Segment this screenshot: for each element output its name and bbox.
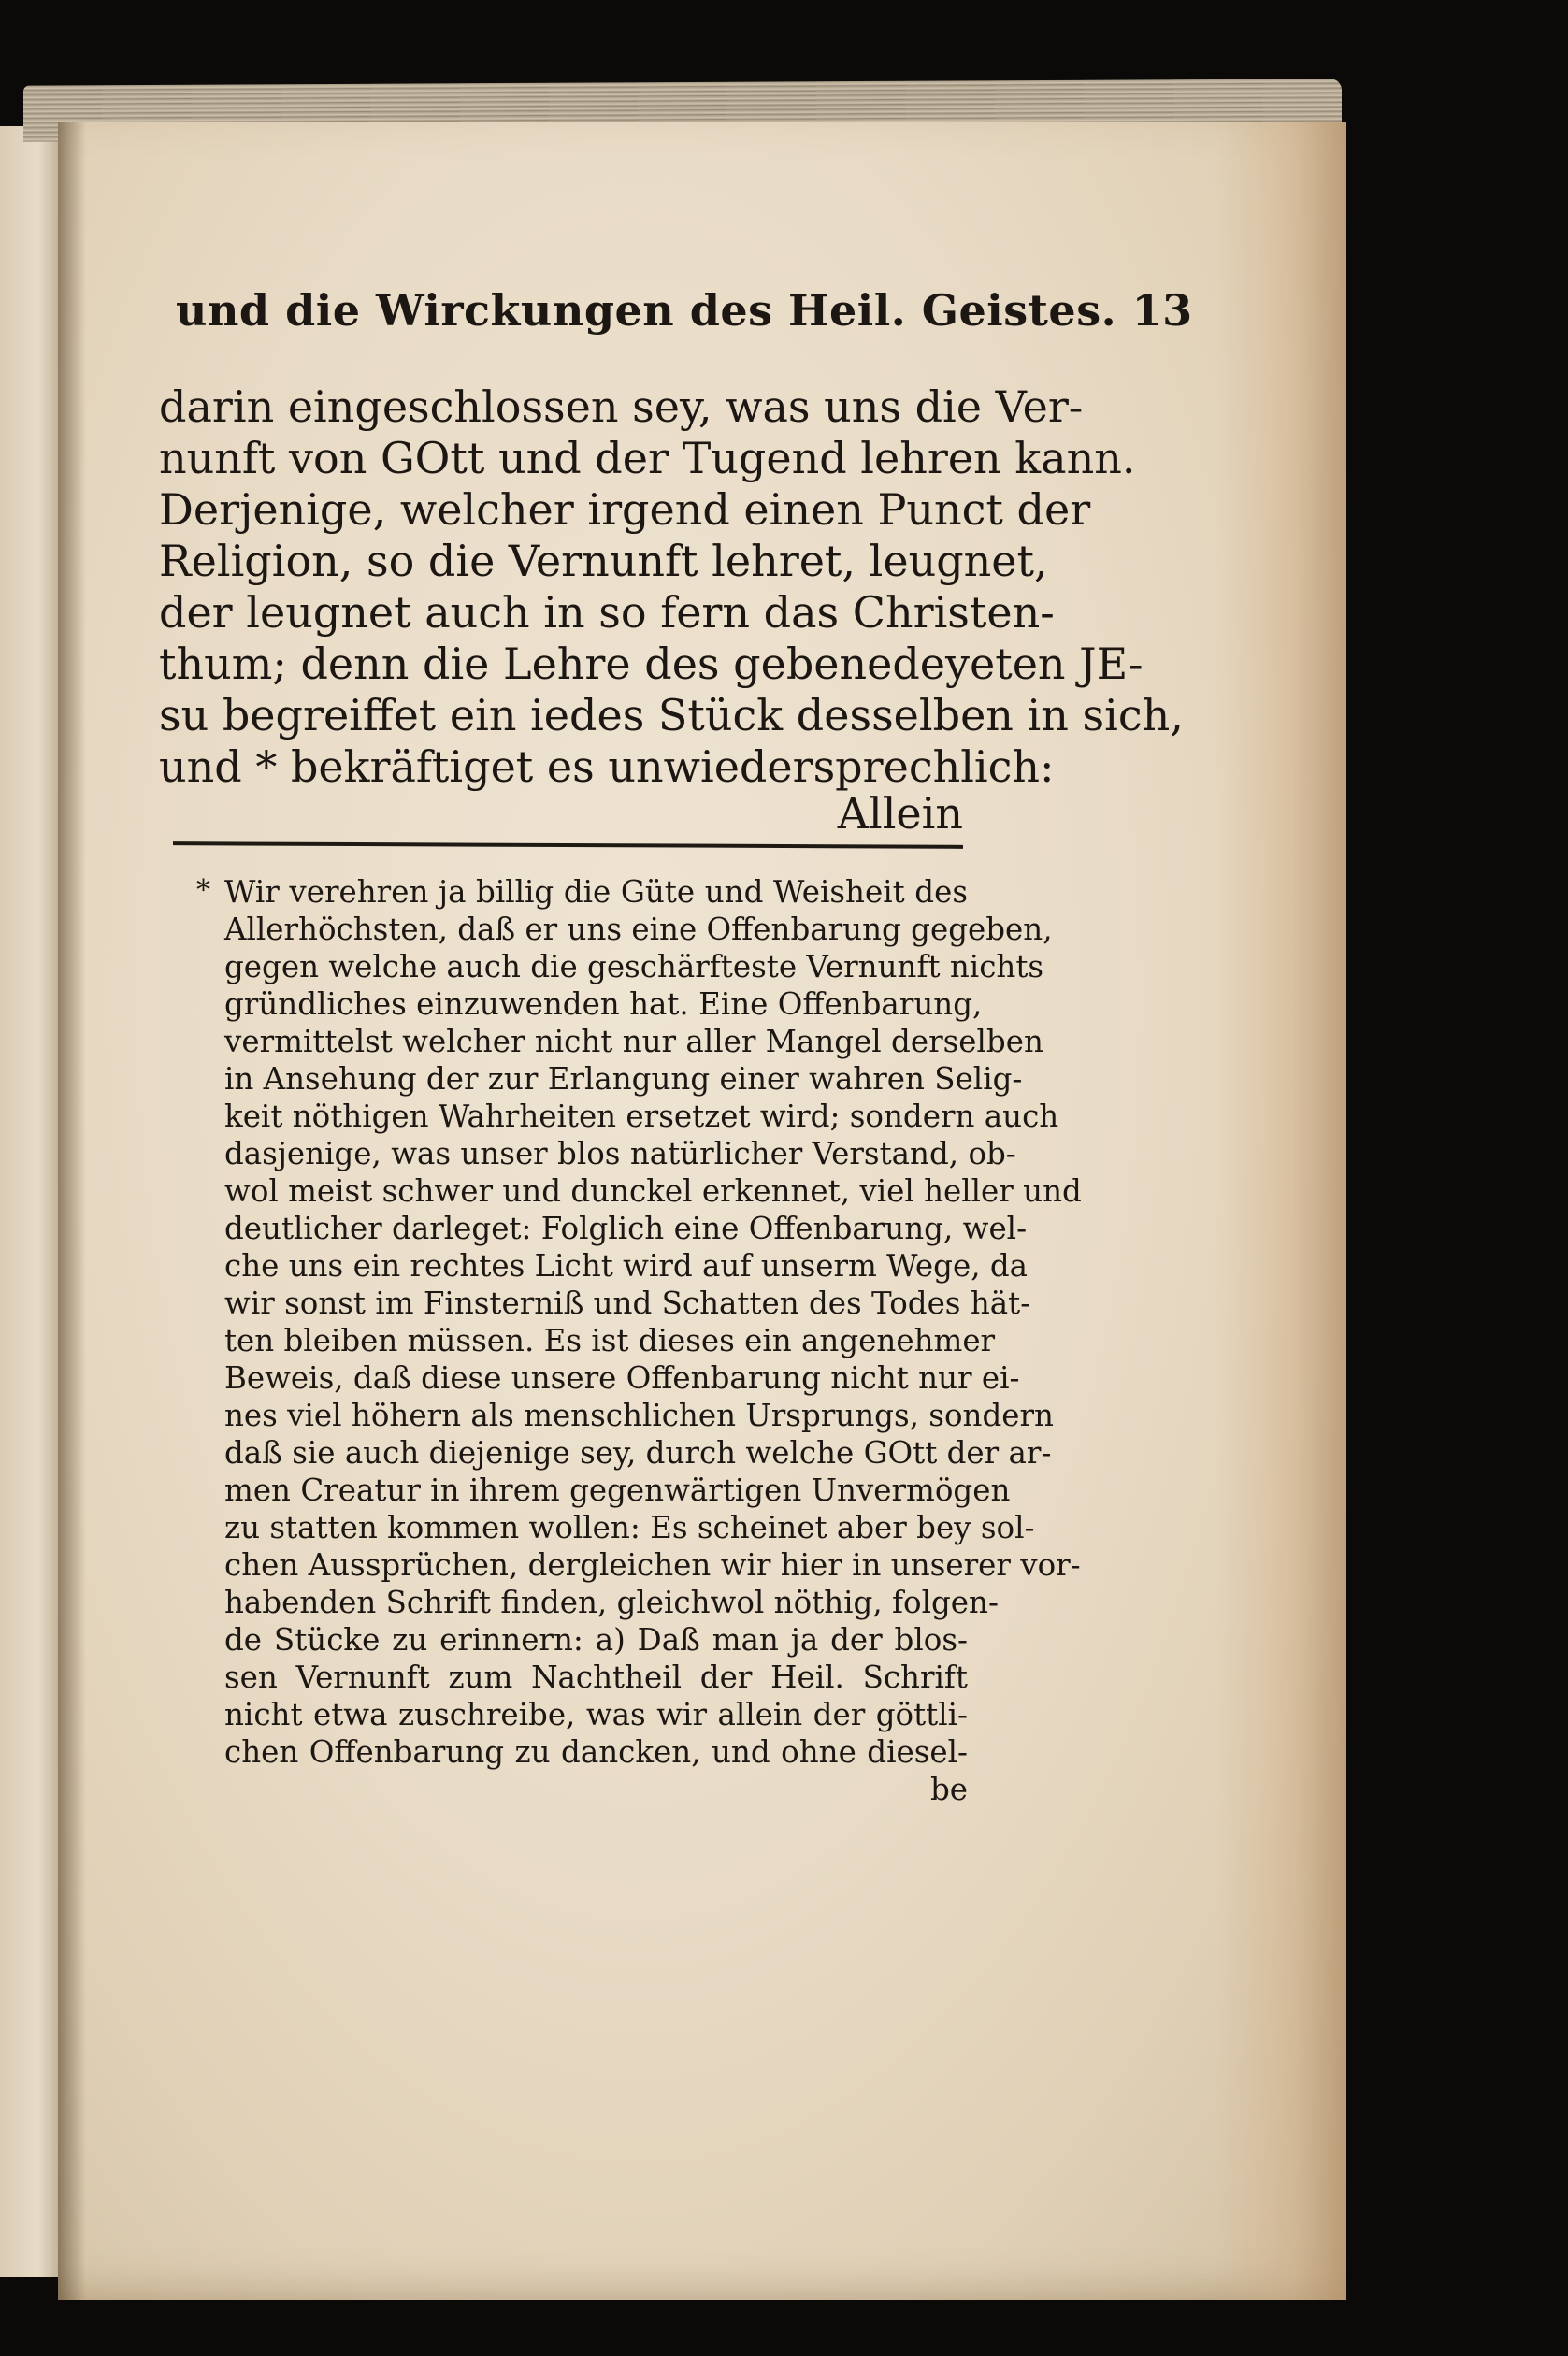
body-line: nunft von GOtt und der Tugend lehren kann. (159, 433, 1136, 483)
footnote-line: vermittelst welcher nicht nur aller Mangel derselben (224, 1024, 1043, 1059)
footnote-marker: * (196, 874, 210, 907)
footnote-line: gründliches einzuwenden hat. Eine Offenbarung, (224, 986, 983, 1022)
footnote-line: Wir verehren ja billig die Güte und Weisheit des (224, 874, 968, 910)
page-stain-edge (1216, 122, 1346, 2300)
footnote-line: daß sie auch diejenige sey, durch welche GOtt der ar- (224, 1435, 1052, 1471)
footnote-line: nicht etwa zuschreibe, was wir allein der göttli- (224, 1697, 968, 1732)
body-line: und * bekräftiget es unwiedersprechlich: (159, 741, 1055, 792)
footnote-line: che uns ein rechtes Licht wird auf unserm Wege, da (224, 1248, 1029, 1284)
footnote-line: Allerhöchsten, daß er uns eine Offenbarung gegeben, (224, 912, 1053, 947)
body-line: darin eingeschlossen sey, was uns die Ver- (159, 381, 1084, 432)
page-gutter-shadow (58, 122, 86, 2300)
body-line: su begreiffet ein iedes Stück desselben in sich, (159, 690, 1184, 740)
body-line: Derjenige, welcher irgend einen Punct der (159, 484, 1091, 535)
footnote-line: keit nöthigen Wahrheiten ersetzet wird; sondern auch (224, 1099, 1059, 1134)
footnote-line: dasjenige, was unser blos natürlicher Verstand, ob- (224, 1136, 1016, 1171)
footnote-line: de Stücke zu erinnern: a) Daß man ja der blos- (224, 1622, 968, 1658)
footnote-line: wol meist schwer und dunckel erkennet, viel heller und (224, 1173, 1082, 1209)
footnote-line: wir sonst im Finsterniß und Schatten des Todes hät- (224, 1286, 1031, 1321)
footnote-catchword: be (929, 1772, 968, 1807)
footnote-line: deutlicher darleget: Folglich eine Offenbarung, wel- (224, 1211, 1028, 1246)
footnote-line: ten bleiben müssen. Es ist dieses ein angenehmer (224, 1323, 996, 1358)
footnote-line: men Creatur in ihrem gegenwärtigen Unvermögen (224, 1472, 1011, 1508)
footnote-line: chen Offenbarung zu dancken, und ohne diesel- (224, 1734, 968, 1770)
footnote-line: habenden Schrift finden, gleichwol nöthig, folgen- (224, 1585, 999, 1620)
footnote-line: chen Aussprüchen, dergleichen wir hier in unserer vor- (224, 1547, 1081, 1583)
footnote-line: Beweis, daß diese unsere Offenbarung nicht nur ei- (224, 1360, 1020, 1396)
running-head: und die Wirckungen des Heil. Geistes. 13 (176, 285, 1193, 336)
previous-page-edge (0, 126, 64, 2277)
body-line: thum; denn die Lehre des gebenedeyeten JE- (159, 639, 1144, 689)
footnote-line: sen Vernunft zum Nachtheil der Heil. Schrift (224, 1659, 968, 1695)
body-line: der leugnet auch in so fern das Christen- (159, 587, 1055, 638)
body-line: Religion, so die Vernunft lehret, leugnet, (159, 536, 1048, 586)
footnote-line: in Ansehung der zur Erlangung einer wahren Selig- (224, 1061, 1023, 1097)
footnote-line: zu statten kommen wollen: Es scheinet aber bey sol- (224, 1510, 1035, 1545)
footnote-line: gegen welche auch die geschärfteste Vernunft nichts (224, 949, 1044, 984)
catchword: Allein (837, 788, 963, 839)
footnote-line: nes viel höhern als menschlichen Ursprungs, sondern (224, 1398, 1054, 1433)
